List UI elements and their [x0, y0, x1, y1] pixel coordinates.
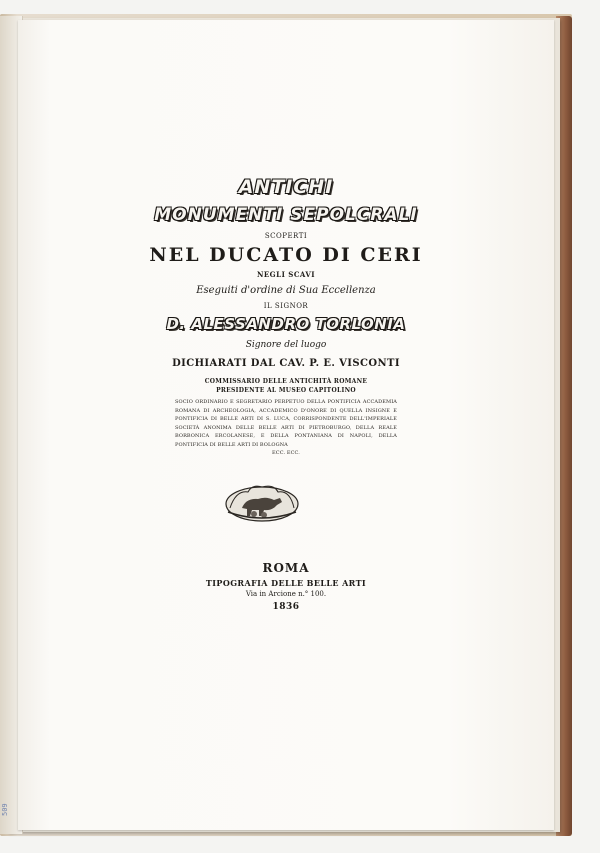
title-line-antichi: ANTICHI	[238, 176, 334, 198]
title-line-torlonia: D. ALESSANDRO TORLONIA	[166, 315, 406, 333]
title-line-scavi: NEGLI SCAVI	[256, 270, 316, 279]
author-role-1: COMMISSARIO DELLE ANTICHITÀ ROMANE	[204, 378, 368, 385]
title-line-eseguiti: Eseguiti d'ordine di Sua Eccellenza	[196, 285, 376, 296]
imprint-city: ROMA	[262, 561, 310, 575]
title-line-monumenti: MONUMENTI SEPOLCRALI	[154, 205, 418, 225]
author-credits-end: ECC. ECC.	[272, 450, 300, 456]
title-line-scoperti: SCOPERTI	[264, 232, 308, 240]
author-role-2: PRESIDENTE AL MUSEO CAPITOLINO	[216, 387, 356, 394]
imprint-address: Via in Arcione n.° 100.	[245, 590, 327, 598]
wolf-vignette-icon	[222, 478, 302, 526]
imprint-year: 1836	[272, 602, 300, 612]
imprint-printer: TIPOGRAFIA DELLE BELLE ARTI	[205, 578, 367, 588]
author-credits	[175, 398, 397, 458]
title-line-signore: Signore del luogo	[245, 340, 327, 350]
library-stamp: 509	[1, 803, 9, 816]
title-line-signor: IL SIGNOR	[263, 302, 309, 310]
author-credits-text: SOCIO ORDINARIO E SEGRETARIO PERPETUO DELLA PONTIFICIA ACCADEMIA ROMANA DI ARCHEOLOGIA, ACCADEMICO D'ONORE DI QUELLA INSIGNE E PONTIFICIA DI BELLE ARTI DI S. LUCA, CORRISPONDENTE DELL'IMPERIALE SOCIETÀ ANONIMA DELLE BELLE ARTI DI PIETROBURGO, DELLA REALE BORBONICA ERCOLANESE, E DELLA PONTANIANA DI NAPOLI, DELLA PONTIFICIA DI BELLE ARTI DI BOLOGNA	[175, 399, 397, 448]
title-line-ducato: NEL DUCATO DI CERI	[149, 244, 423, 266]
author-line: DICHIARATI DAL CAV. P. E. VISCONTI	[172, 358, 400, 369]
